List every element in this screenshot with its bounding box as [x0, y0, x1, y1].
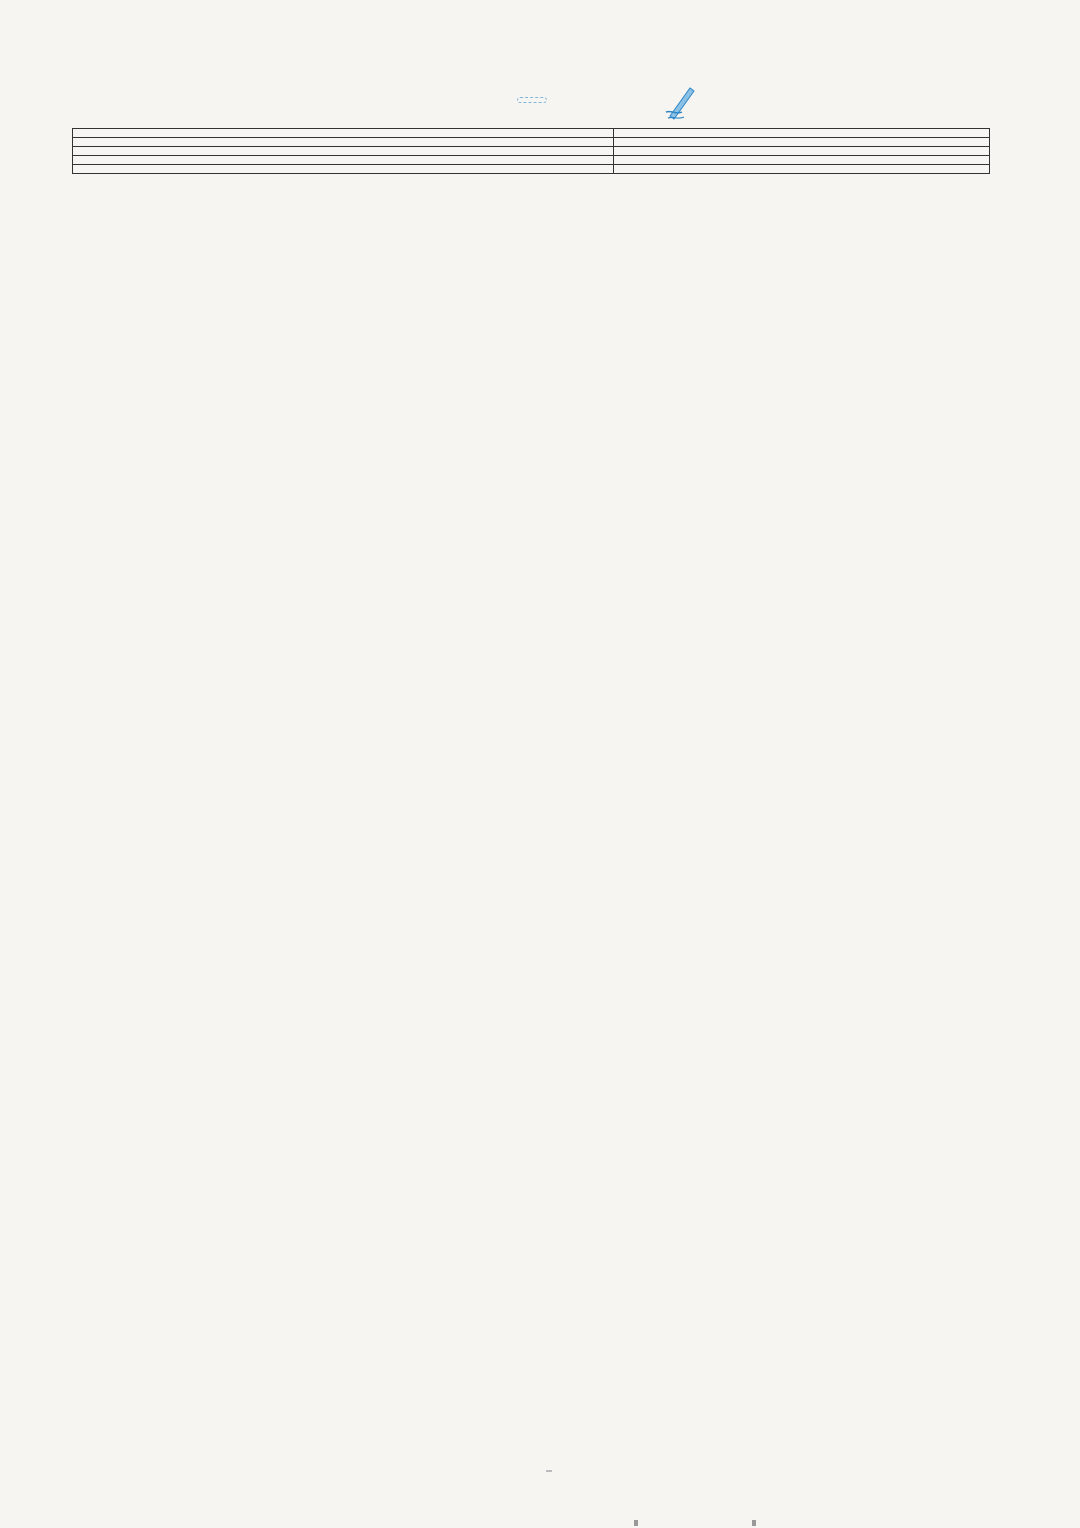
option-row: [73, 165, 990, 174]
option-row: [73, 156, 990, 165]
pen-icon: [664, 82, 698, 120]
option-zh: [614, 156, 990, 165]
option-en: [73, 165, 614, 174]
option-en: [73, 138, 614, 147]
question-table: [72, 128, 990, 174]
scan-mark: [634, 1520, 638, 1526]
option-row: [73, 138, 990, 147]
option-zh: [614, 138, 990, 147]
page-content: [74, 78, 990, 178]
scan-mark: [546, 1470, 552, 1472]
question-stem-en: [73, 129, 614, 138]
section-banner: [74, 88, 990, 120]
banner-label: [517, 97, 547, 103]
option-en: [73, 147, 614, 156]
option-zh: [614, 147, 990, 156]
option-row: [73, 147, 990, 156]
option-en: [73, 156, 614, 165]
question-stem-zh: [614, 129, 990, 138]
option-zh: [614, 165, 990, 174]
question-stem-row: [73, 129, 990, 138]
scan-mark: [752, 1520, 756, 1526]
